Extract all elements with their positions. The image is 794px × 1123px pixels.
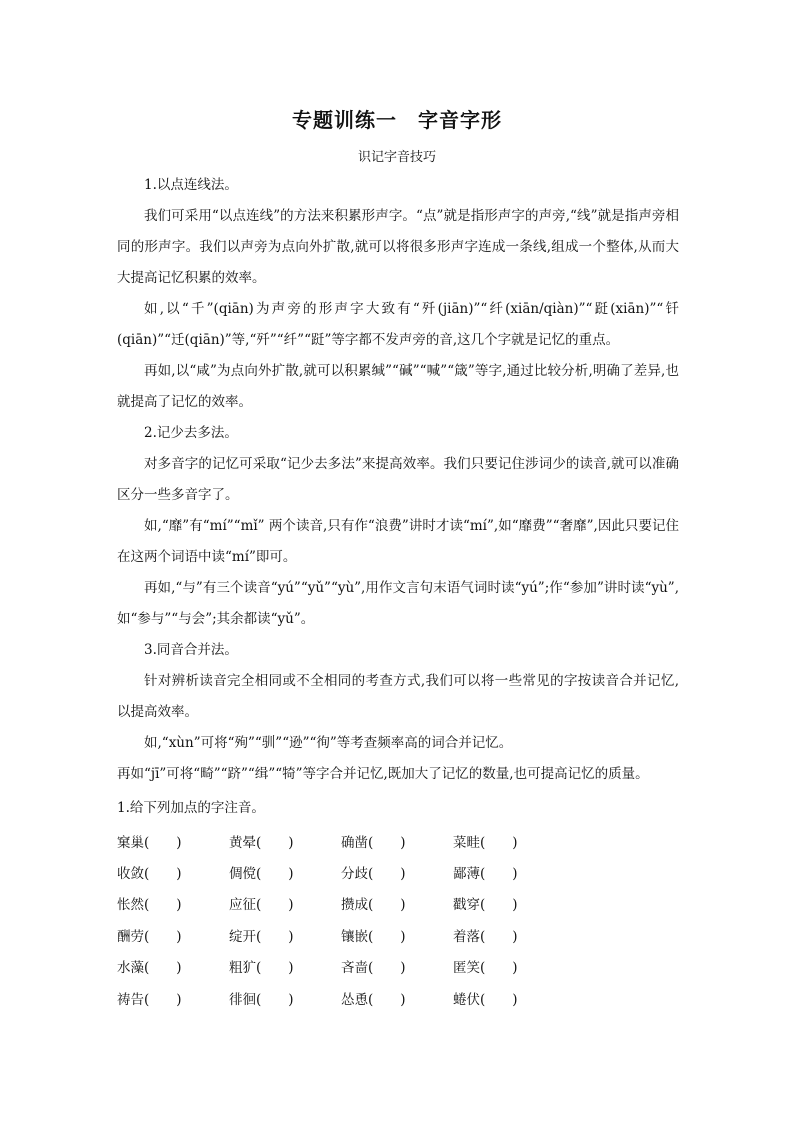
word-item: 应征( ) <box>229 897 294 914</box>
method-2-heading: 2.记少去多法。 <box>144 425 238 441</box>
word-item: 镶嵌( ) <box>341 928 406 945</box>
paragraph: 如,“靡”有“mí”“mǐ” 两个读音,只有作“浪费”讲时才读“mí”,如“靡费”“奢靡”,因此只要记住在这两个词语中读“mí”即可。 <box>117 518 679 565</box>
word-item: 酬劳( ) <box>117 928 182 945</box>
word-item: 蜷伏( ) <box>453 991 518 1008</box>
paragraph: 再如,以“咸”为点向外扩散,就可以积累缄”“碱”“喊”“箴”等字,通过比较分析,明确了差异,也就提高了记忆的效率。 <box>117 363 679 410</box>
word-item: 徘徊( ) <box>229 991 294 1008</box>
word-item: 收敛( ) <box>117 866 182 883</box>
word-item: 着落( ) <box>453 928 518 945</box>
word-item: 吝啬( ) <box>341 960 406 977</box>
word-item: 绽开( ) <box>229 928 294 945</box>
word-item: 粗犷( ) <box>229 960 294 977</box>
word-item: 鄙薄( ) <box>453 866 518 883</box>
method-1-heading: 1.以点连线法。 <box>144 177 238 193</box>
word-item: 黄晕( ) <box>229 834 294 851</box>
word-item: 水藻( ) <box>117 960 182 977</box>
word-item: 怂恿( ) <box>341 991 406 1008</box>
paragraph: 再如“jī”可将“畸”“跻”“缉”“犄”等字合并记忆,既加大了记忆的数量,也可提高记忆的质量。 <box>117 766 649 782</box>
word-item: 菜畦( ) <box>453 834 518 851</box>
word-row <box>117 856 597 887</box>
word-grid <box>117 825 597 1013</box>
word-row <box>117 919 597 950</box>
body-text <box>117 170 679 790</box>
paragraph: 对多音字的记忆可采取“记少去多法”来提高效率。我们只要记住涉词少的读音,就可以准确区分一些多音字了。 <box>117 456 679 503</box>
paragraph: 针对辨析读音完全相同或不全相同的考查方式,我们可以将一些常见的字按读音合并记忆,以提高效率。 <box>117 673 679 720</box>
word-item: 怅然( ) <box>117 897 182 914</box>
word-row <box>117 982 597 1013</box>
word-row <box>117 825 597 856</box>
word-item: 确凿( ) <box>341 834 406 851</box>
page-title: 专题训练一 字音字形 <box>292 108 502 132</box>
word-row <box>117 951 597 982</box>
question-1: 1.给下列加点的字注音。 <box>117 800 265 816</box>
paragraph: 如,“xùn”可将“殉”“驯”“逊”“徇”等考查频率高的词合并记忆。 <box>144 735 513 751</box>
paragraph: 再如,“与”有三个读音“yú”“yǔ”“yù”,用作文言句末语气词时读“yú”;作“参加”讲时读“yù”,如“参与”“与会”;其余都读“yǔ”。 <box>117 580 679 627</box>
word-item: 窠巢( ) <box>117 834 182 851</box>
word-item: 祷告( ) <box>117 991 182 1008</box>
word-item: 戳穿( ) <box>453 897 518 914</box>
word-item: 匿笑( ) <box>453 960 518 977</box>
word-item: 倜傥( ) <box>229 866 294 883</box>
page-subtitle: 识记字音技巧 <box>357 150 436 165</box>
paragraph: 我们可采用“以点连线”的方法来积累形声字。“点”就是指形声字的声旁,“线”就是指声旁相同的形声字。我们以声旁为点向外扩散,就可以将很多形声字连成一条线,组成一个整体,从而大大提高记忆积累的效率。 <box>117 208 679 286</box>
word-row <box>117 888 597 919</box>
method-3-heading: 3.同音合并法。 <box>144 642 238 658</box>
word-item: 分歧( ) <box>341 866 406 883</box>
paragraph: 如,以“千”(qiān)为声旁的形声字大致有“歼(jiān)”“纤(xiān/qiàn)”“跹(xiān)”“钎(qiān)”“迁(qiān)”等,“歼”“纤”“跹”等字都不发声旁的音,这几个字就是记忆的重点。 <box>117 301 679 348</box>
word-item: 攒成( ) <box>341 897 406 914</box>
